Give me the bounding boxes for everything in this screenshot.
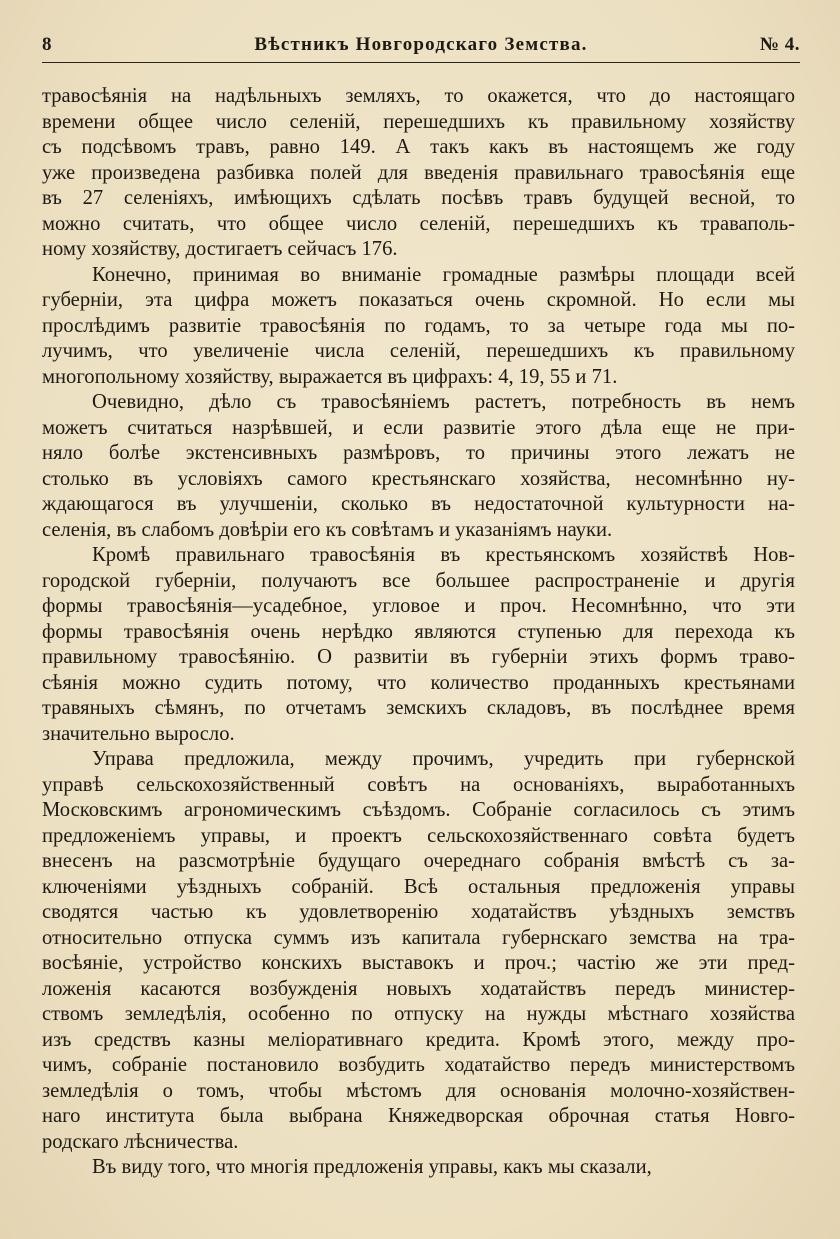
text-line: многопольному хозяйству, выражается въ цифрахъ: 4, 19, 55 и 71.: [42, 365, 618, 388]
text-line: правильному травосѣянію. О развитіи въ губерніи этихъ формъ траво-: [42, 646, 795, 668]
text-line: селенія, въ слабомъ довѣріи его къ совѣтамъ и указаніямъ науки.: [42, 518, 613, 541]
paragraph: [42, 390, 795, 543]
paragraph: [42, 263, 795, 391]
text-line: Конечно, принимая во вниманіе громадные размѣры площади всей: [92, 263, 795, 286]
text-line: изъ средствъ казны меліоративнаго кредита. Кромѣ этого, между про-: [42, 1028, 795, 1051]
header-rule: [42, 62, 800, 63]
text-line: въ 27 селеніяхъ, имѣющихъ сдѣлать посѣвъ травъ будущей весной, то: [42, 187, 795, 209]
text-line: ждающагося въ улучшеніи, сколько въ недостаточной культурности на-: [42, 493, 795, 515]
text-line: родскаго лѣсничества.: [42, 1130, 239, 1153]
text-line: столько въ условіяхъ самого крестьянскаго хозяйства, несомнѣнно ну-: [42, 467, 795, 490]
text-line: Кромѣ правильнаго травосѣянія въ крестьянскомъ хозяйствѣ Нов-: [92, 544, 795, 566]
issue-number: № 4.: [759, 34, 800, 55]
text-line: Въ виду того, что многія предложенія управы, какъ мы сказали,: [92, 1156, 652, 1178]
text-line: формы травосѣянія очень нерѣдко являются ступенью для перехода къ: [42, 620, 795, 643]
text-line: уже произведена разбивка полей для введенія правильнаго травосѣянія еще: [42, 161, 795, 184]
page-number: 8: [42, 34, 52, 55]
text-line: восѣяніе, устройство конскихъ выставокъ и проч.; частію же эти пред-: [42, 952, 795, 974]
text-line: Управа предложила, между прочимъ, учредить при губернской: [92, 748, 795, 770]
text-line: сѣянія можно судить потому, что количество проданныхъ крестьянами: [42, 671, 795, 694]
text-line: ному хозяйству, достигаетъ сейчасъ 176.: [42, 238, 398, 260]
text-line: земледѣлія о томъ, чтобы мѣстомъ для основанія молочно-хозяйствен-: [42, 1079, 795, 1102]
text-line: можно считать, что общее число селеній, перешедшихъ къ траваполь-: [42, 212, 795, 235]
text-line: лучимъ, что увеличеніе числа селеній, перешедшихъ къ правильному: [42, 340, 795, 362]
paragraph: [42, 1155, 795, 1181]
paragraph: [42, 543, 795, 747]
text-line: формы травосѣянія—усадебное, угловое и проч. Несомнѣнно, что эти: [42, 595, 795, 617]
running-header: [42, 34, 800, 64]
text-line: относительно отпуска суммъ изъ капитала губернскаго земства на тра-: [42, 926, 795, 949]
text-line: времени общее число селеній, перешедшихъ къ правильному хозяйству: [42, 110, 795, 133]
journal-title: Вѣстникъ Новгородскаго Земства.: [254, 34, 588, 55]
text-line: чимъ, собраніе постановило возбудить ходатайство передъ министерствомъ: [42, 1054, 795, 1076]
text-line: можетъ считаться назрѣвшей, и если развитіе этого дѣла еще не при-: [42, 416, 795, 439]
text-line: предложеніемъ управы, и проектъ сельскохозяйственнаго совѣта будетъ: [42, 824, 795, 847]
body-text: [42, 84, 795, 1181]
text-line: городской губерніи, получаютъ все большее распространеніе и другія: [42, 569, 795, 592]
text-line: управѣ сельскохозяйственный совѣтъ на основаніяхъ, выработанныхъ: [42, 773, 795, 796]
text-line: Московскимъ агрономическимъ съѣздомъ. Собраніе согласилось съ этимъ: [42, 799, 795, 821]
text-line: значительно выросло.: [42, 722, 235, 745]
text-line: травяныхъ сѣмянъ, по отчетамъ земскихъ складовъ, въ послѣднее время: [42, 697, 795, 719]
text-line: съ подсѣвомъ травъ, равно 149. А такъ какъ въ настоящемъ же году: [42, 136, 795, 158]
text-line: прослѣдимъ развитіе травосѣянія по годамъ, то за четыре года мы по-: [42, 314, 795, 337]
text-line: няло болѣе экстенсивныхъ размѣровъ, то причины этого лежатъ не: [42, 442, 795, 464]
text-line: ствомъ земледѣлія, особенно по отпуску на нужды мѣстнаго хозяйства: [42, 1003, 795, 1025]
text-line: травосѣянія на надѣльныхъ земляхъ, то окажется, что до настоящаго: [42, 85, 795, 107]
text-line: наго института была выбрана Княжедворская оброчная статья Новго-: [42, 1105, 795, 1127]
text-line: внесенъ на разсмотрѣніе будущаго очереднаго собранія вмѣстѣ съ за-: [42, 850, 795, 872]
text-line: Очевидно, дѣло съ травосѣяніемъ растетъ, потребность въ немъ: [92, 391, 795, 413]
text-line: ложенія касаются возбужденія новыхъ ходатайствъ передъ министер-: [42, 977, 795, 1000]
text-line: губерніи, эта цифра можетъ показаться очень скромной. Но если мы: [42, 289, 795, 311]
text-line: сводятся частью къ удовлетворенію ходатайствъ уѣздныхъ земствъ: [42, 901, 795, 923]
text-line: ключеніями уѣздныхъ собраній. Всѣ остальныя предложенія управы: [42, 875, 795, 898]
paragraph: [42, 84, 795, 263]
paragraph: [42, 747, 795, 1155]
